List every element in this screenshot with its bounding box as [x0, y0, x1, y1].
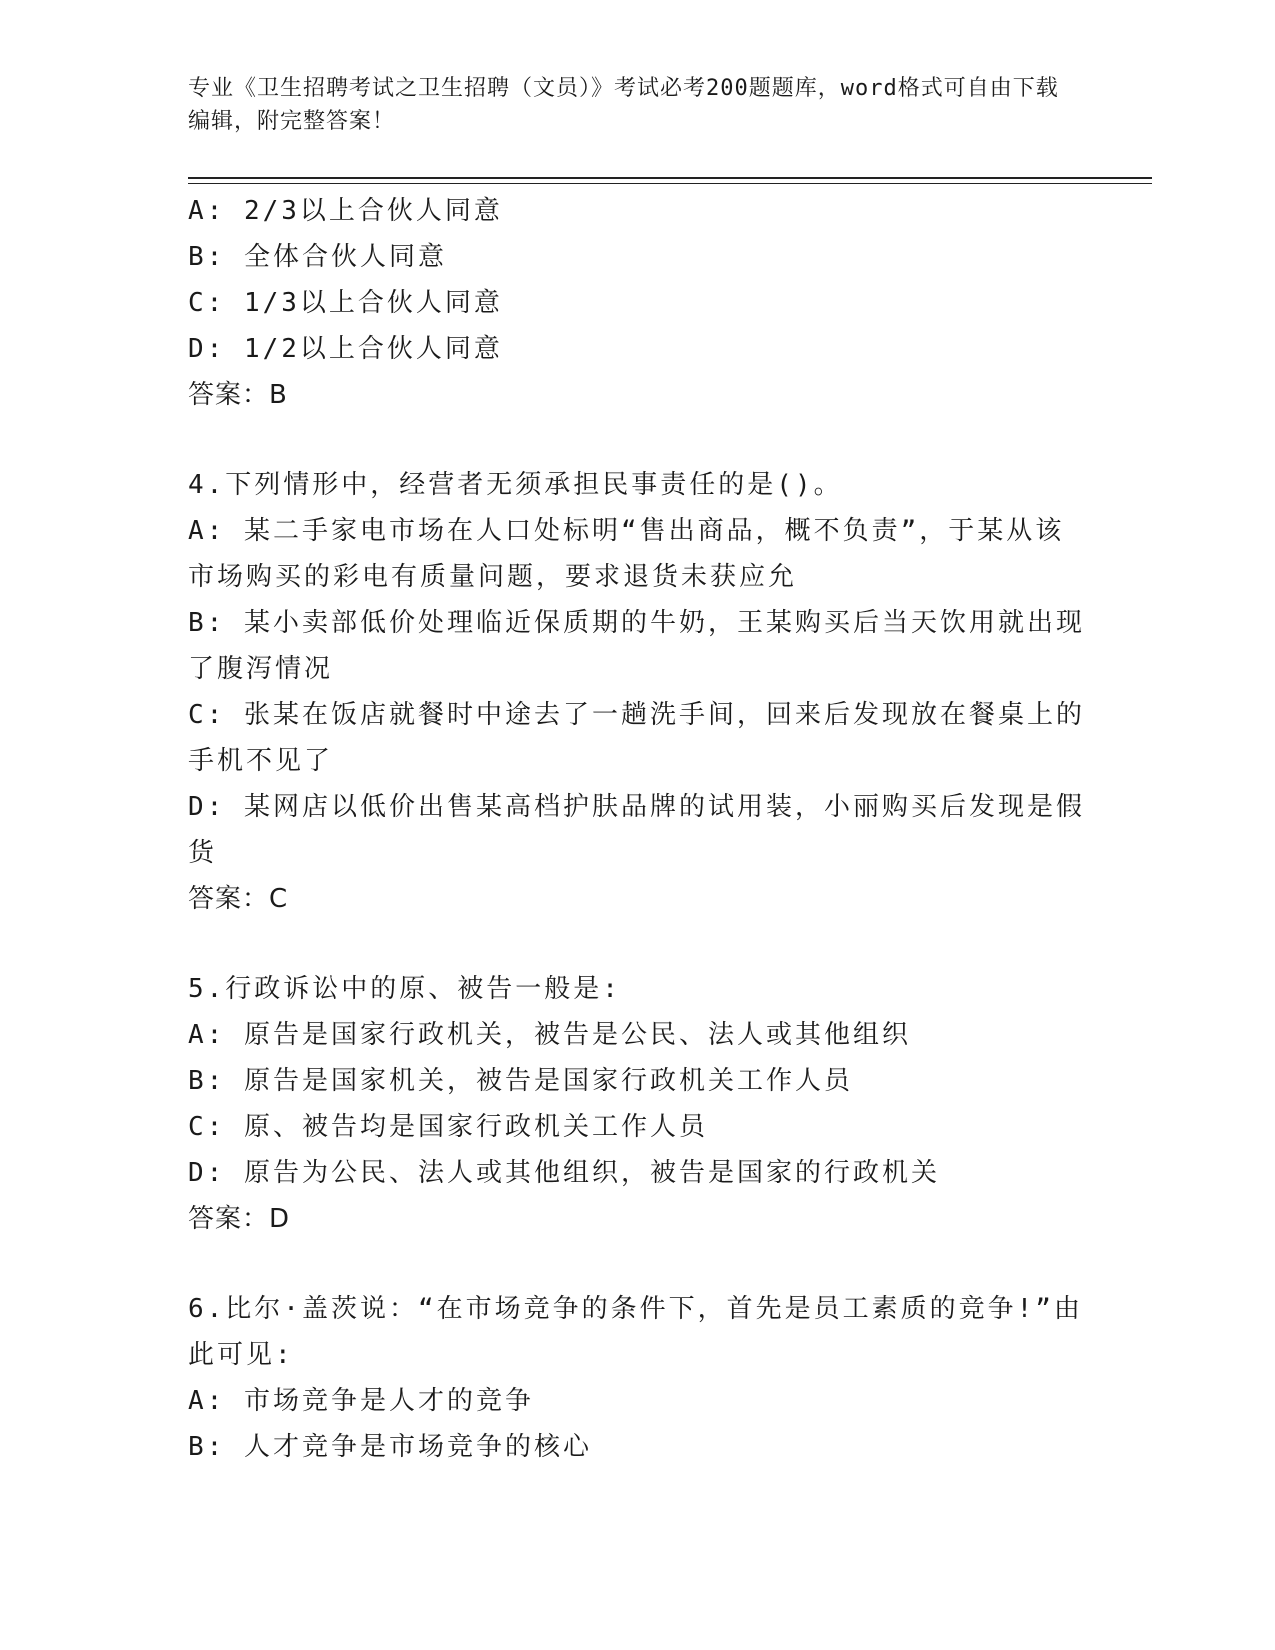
option-a: A: 原告是国家行政机关，被告是公民、法人或其他组织: [188, 1020, 911, 1050]
option-a: A: 2/3以上合伙人同意: [188, 196, 503, 226]
spacer: [188, 1242, 1088, 1286]
question-stem: 5.行政诉讼中的原、被告一般是:: [188, 974, 621, 1004]
answer-line: 答案：C: [188, 884, 289, 914]
spacer: [188, 418, 1088, 462]
option-a: A: 某二手家电市场在人口处标明“售出商品，概不负责”，于某从该市场购买的彩电有质量问题，要求退货未获应允: [188, 516, 1065, 592]
option-c: C: 张某在饭店就餐时中途去了一趟洗手间，回来后发现放在餐桌上的手机不见了: [188, 700, 1085, 776]
question-stem: 6.比尔·盖茨说：“在市场竞争的条件下，首先是员工素质的竞争!”由此可见:: [188, 1294, 1083, 1370]
option-d: D: 1/2以上合伙人同意: [188, 334, 503, 364]
question-4-block: [188, 462, 1088, 922]
option-c: C: 原、被告均是国家行政机关工作人员: [188, 1112, 708, 1142]
question-6-block: [188, 1286, 1088, 1470]
header-rule-thick: [188, 177, 1152, 179]
option-d: D: 原告为公民、法人或其他组织，被告是国家的行政机关: [188, 1158, 940, 1188]
option-b: B: 原告是国家机关，被告是国家行政机关工作人员: [188, 1066, 853, 1096]
answer-line: 答案：D: [188, 1204, 291, 1234]
question-3-block: [188, 188, 1088, 418]
question-5-block: [188, 966, 1088, 1242]
option-a: A: 市场竞争是人才的竞争: [188, 1386, 534, 1416]
question-stem: 4.下列情形中，经营者无须承担民事责任的是()。: [188, 470, 843, 500]
option-b: B: 某小卖部低价处理临近保质期的牛奶，王某购买后当天饮用就出现了腹泻情况: [188, 608, 1085, 684]
question-content: [188, 188, 1088, 1470]
option-b: B: 全体合伙人同意: [188, 242, 447, 272]
spacer: [188, 922, 1088, 966]
header-rule-thin: [188, 183, 1152, 184]
document-header: 专业《卫生招聘考试之卫生招聘（文员）》考试必考200题题库，word格式可自由下载编辑，附完整答案！: [188, 76, 1059, 134]
option-b: B: 人才竞争是市场竞争的核心: [188, 1432, 592, 1462]
answer-line: 答案：B: [188, 380, 288, 410]
option-d: D: 某网店以低价出售某高档护肤品牌的试用装，小丽购买后发现是假货: [188, 792, 1085, 868]
option-c: C: 1/3以上合伙人同意: [188, 288, 503, 318]
